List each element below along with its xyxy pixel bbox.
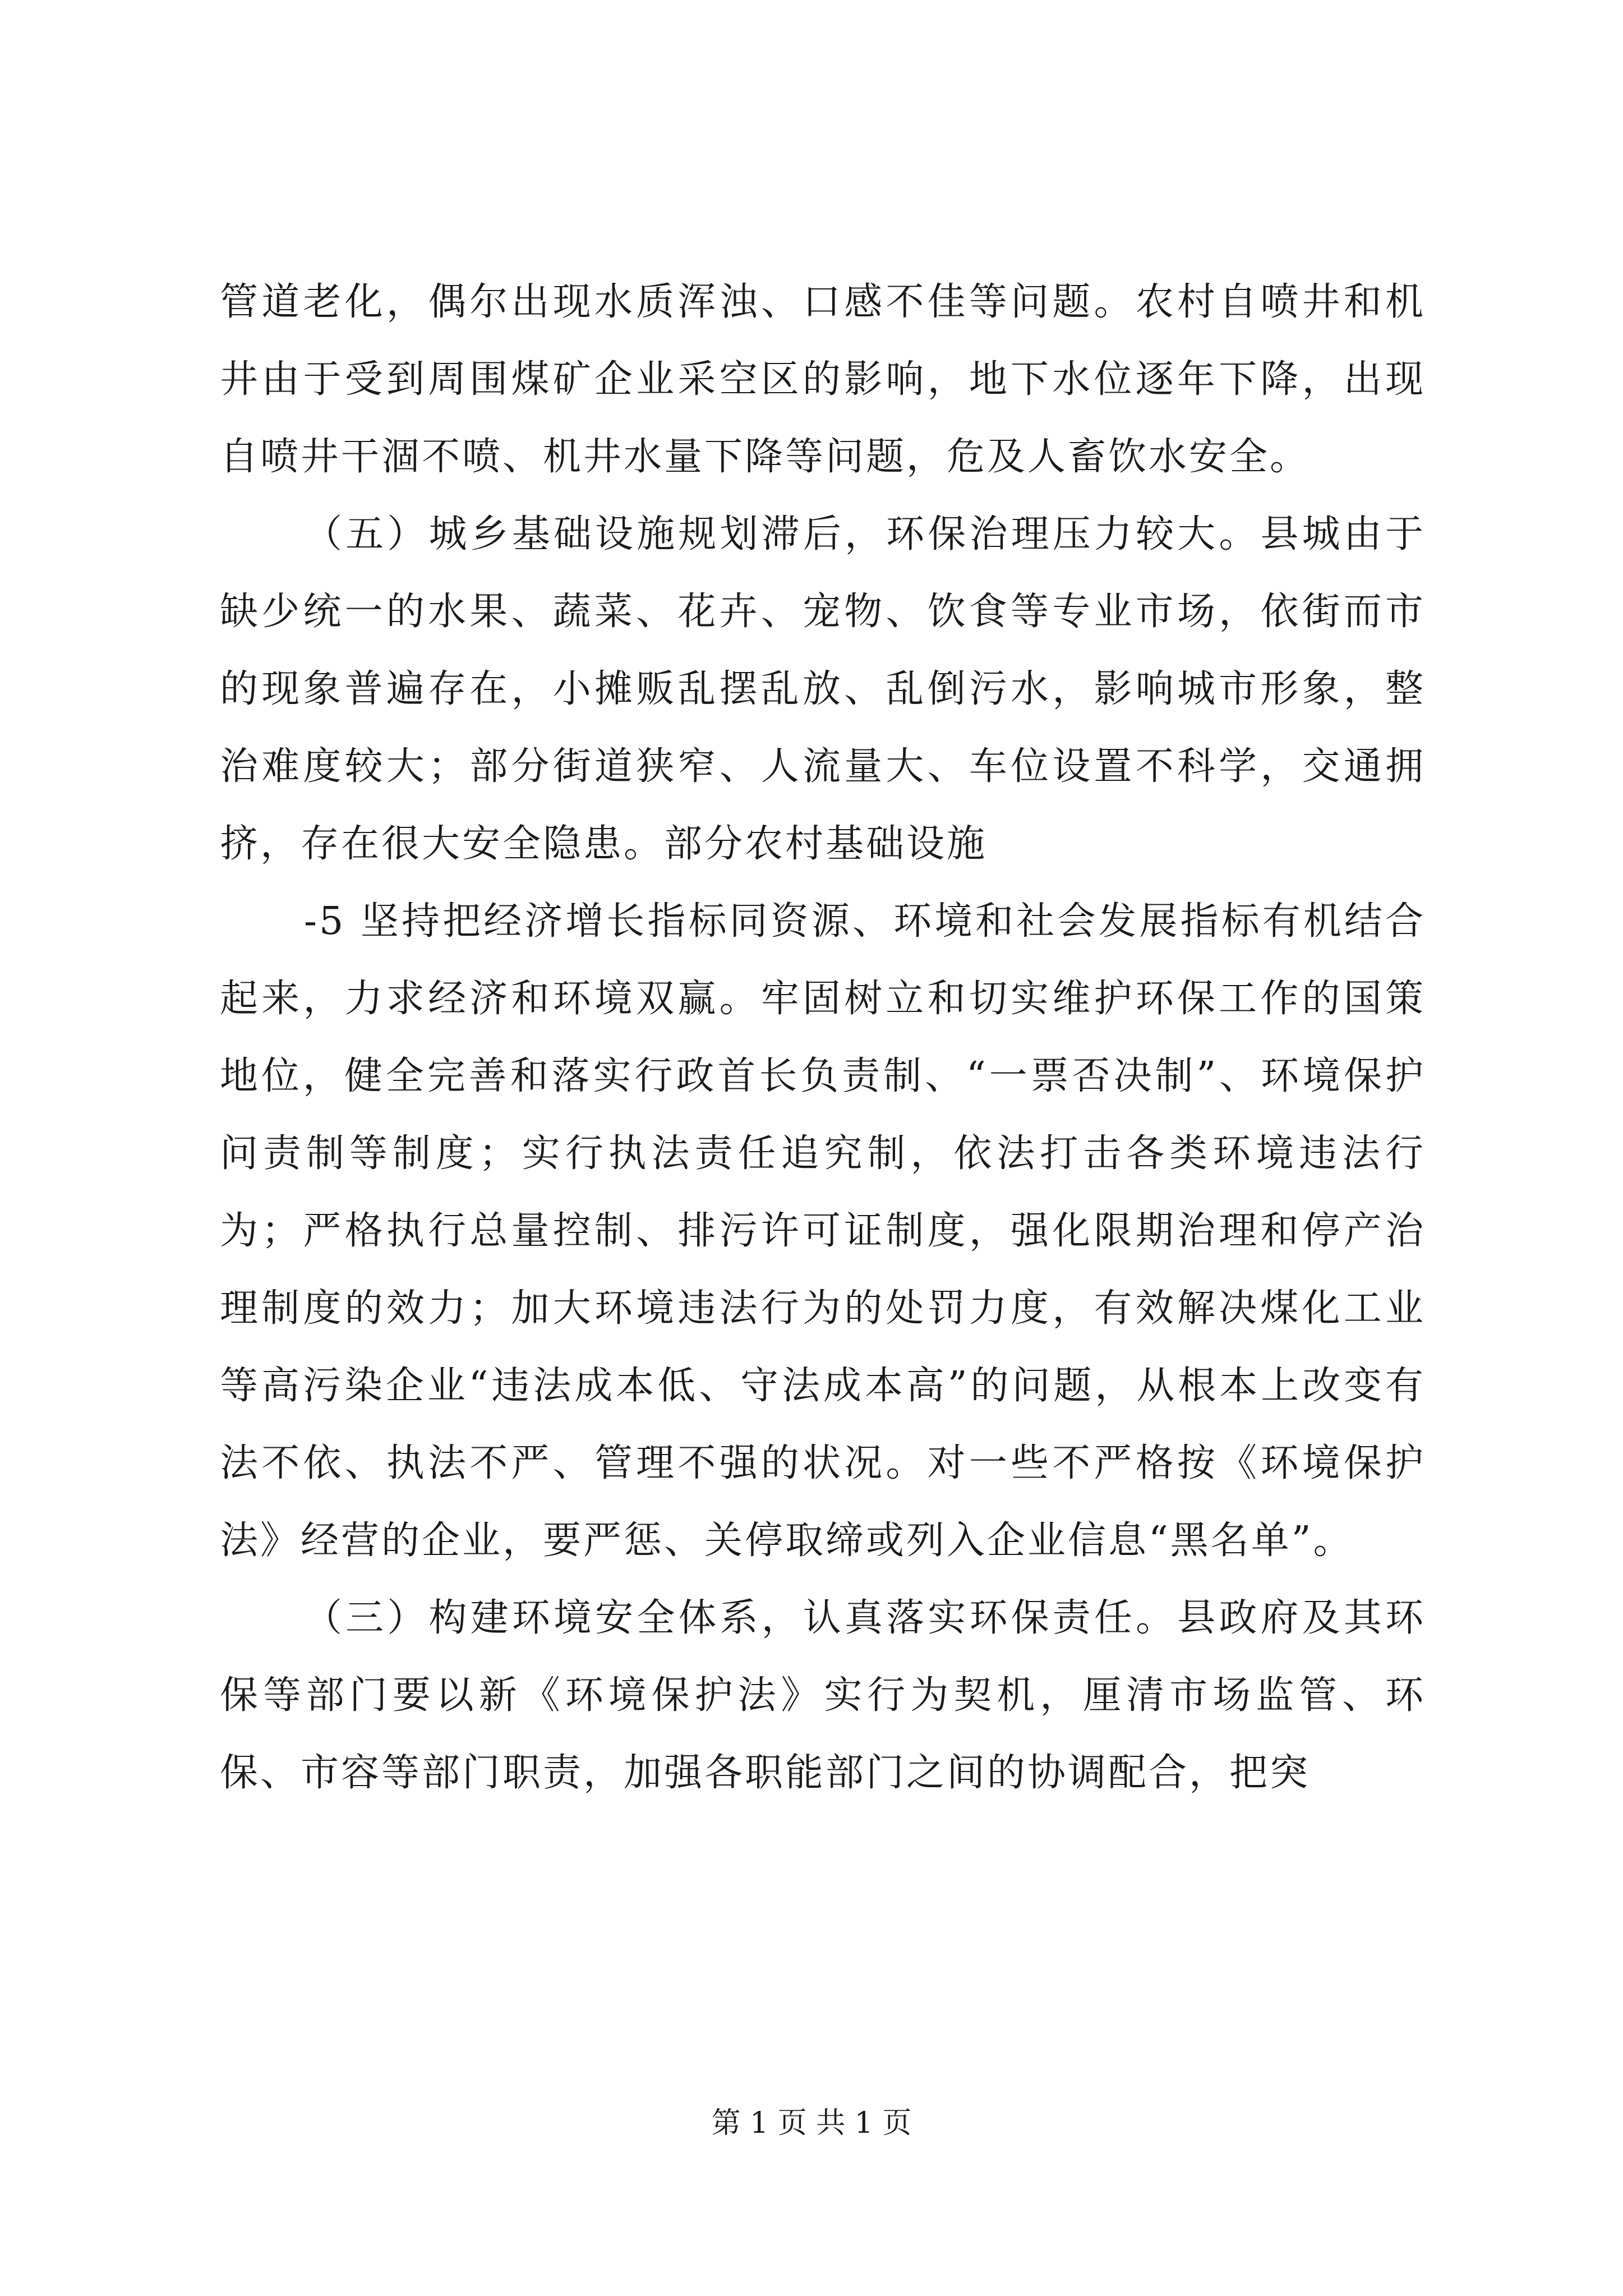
paragraph-infrastructure: （五）城乡基础设施规划滞后，环保治理压力较大。县城由于缺少统一的水果、蔬菜、花卉、宠物、饮食等专业市场，依街而市的现象普遍存在，小摊贩乱摆乱放、乱倒污水，影响城市形象，整治难度较大；部分街道狭窄、人流量大、车位设置不科学，交通拥挤，存在很大安全隐患。部分农村基础设施: [220, 512, 1426, 866]
page-number-footer: 第 1 页 共 1 页: [711, 2106, 912, 2140]
paragraph-water-supply: 管道老化，偶尔出现水质浑浊、口感不佳等问题。农村自喷井和机井由于受到周围煤矿企业采空区的影响，地下水位逐年下降，出现自喷井干涸不喷、机井水量下降等问题，危及人畜饮水安全。: [220, 280, 1426, 479]
paragraph-economic-environment: -5 坚持把经济增长指标同资源、环境和社会发展指标有机结合起来，力求经济和环境双赢。牢固树立和切实维护环保工作的国策地位，健全完善和落实行政首长负责制、“一票否决制”、环境保护问责制等制度；实行执法责任追究制，依法打击各类环境违法行为；严格执行总量控制、排污许可证制度，强化限期治理和停产治理制度的效力；加大环境违法行为的处罚力度，有效解决煤化工业等高污染企业“违法成本低、守法成本高”的问题，从根本上改变有法不依、执法不严、管理不强的状况。对一些不严格按《环境保护法》经营的企业，要严惩、关停取缔或列入企业信息“黑名单”。: [220, 899, 1426, 1563]
paragraph-environmental-safety: （三）构建环境安全体系，认真落实环保责任。县政府及其环保等部门要以新《环境保护法》实行为契机，厘清市场监管、环保、市容等部门职责，加强各职能部门之间的协调配合，把突: [220, 1596, 1426, 1795]
document-body: [220, 264, 1426, 1812]
